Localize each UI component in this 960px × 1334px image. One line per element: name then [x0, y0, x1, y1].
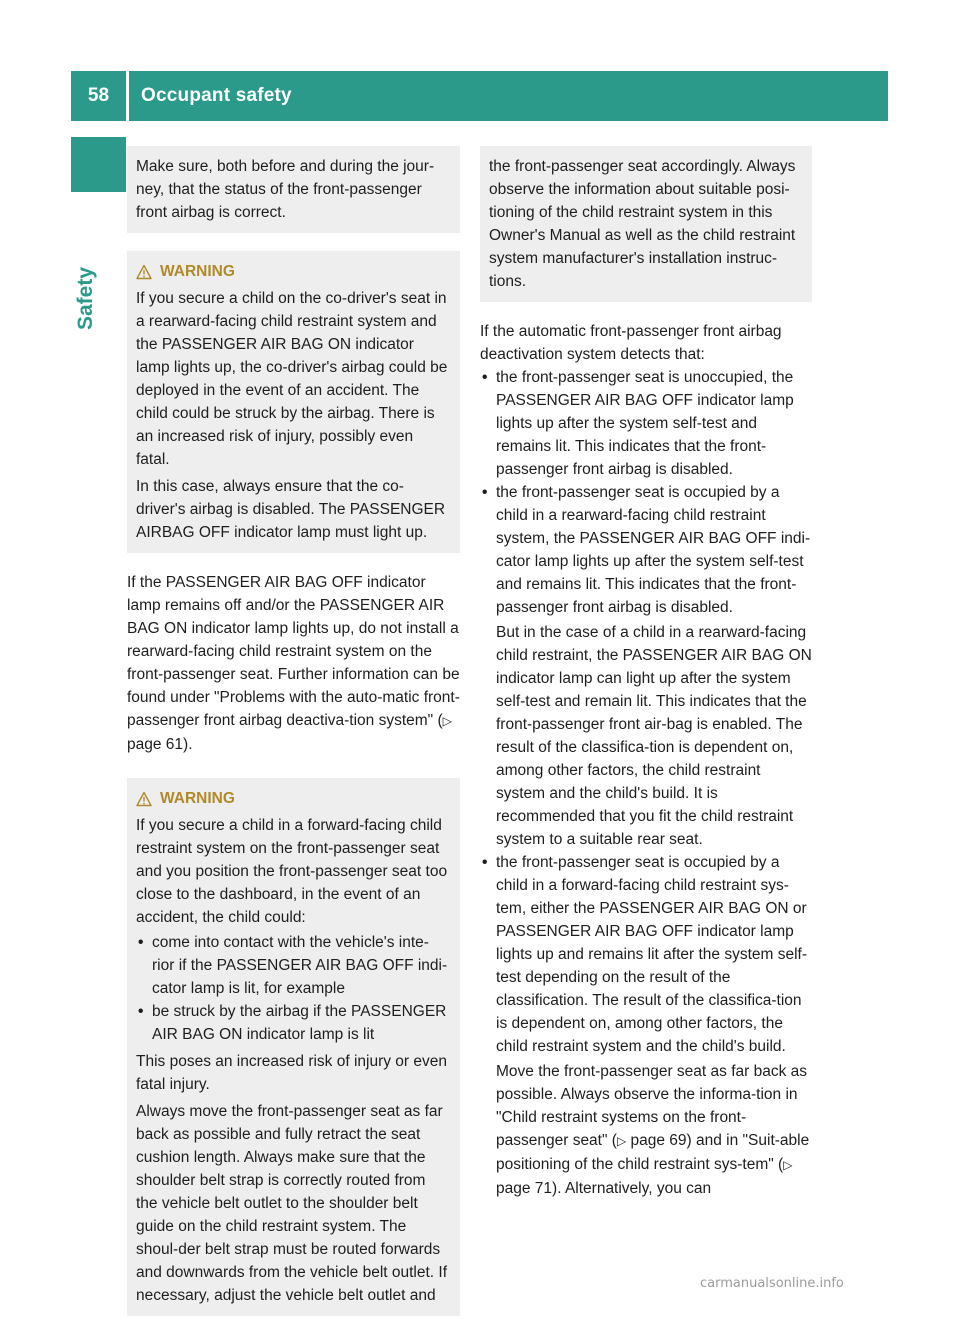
watermark: carmanualsonline.info	[700, 1276, 844, 1291]
warning-box-1	[127, 251, 460, 553]
page-ref-arrow-icon: ▷	[616, 1134, 627, 1148]
warning-triangle-icon	[136, 791, 152, 807]
list-item-text: • the front-passenger seat is occupied by a child in a forward-facing child restraint sys-tem, either the PASSENGER AIR BAG ON or PASSENGER AIR BAG OFF indicator lamp lights up and remains lit after the system self-test depending on the result of the classification. The result of the classifica-tion is dependent on, among other factors, the child restraint system and the child's build.	[496, 854, 807, 1055]
continued-box	[480, 146, 812, 302]
warning-text: If you secure a child in a forward-facing child restraint system on the front-passenger seat and you position the front-passenger seat too close to the dashboard, in the event of an accident, the child could:	[136, 817, 448, 926]
side-tab-block	[71, 137, 126, 192]
body-text: Move the front-passenger seat as far back as possible. Always observe the informa-tion in "Child restraint systems on the front-passenger seat" (	[496, 1063, 808, 1149]
header-divider	[126, 71, 129, 121]
page-ref-arrow-icon: ▷	[442, 714, 452, 728]
detection-bullet-list	[480, 366, 812, 1200]
list-item-text: But in the case of a child in a rearward-facing child restraint, the PASSENGER AIR BAG ON indicator lamp can light up after the system self-test and remain lit. This indicates that the front-passenger front air-bag is enabled. The result of the classifica-tion is dependent on, among other factors, the child restraint system and the child's build. It is recommended that you fit the child restraint system to a suitable rear seat.	[496, 624, 812, 848]
note-text: Make sure, both before and during the jour-ney, that the status of the front-passenger front airbag is correct.	[136, 158, 435, 221]
list-item	[480, 366, 812, 481]
warning-triangle-icon	[136, 264, 152, 280]
warning-heading	[136, 260, 451, 283]
list-item-text: • the front-passenger seat is unoccupied, the PASSENGER AIR BAG OFF indicator lamp lights up after the system self-test and remains lit. This indicates that the front-passenger front airbag is disabled.	[496, 369, 794, 478]
section-title: Occupant safety	[141, 85, 292, 106]
page-ref-link[interactable]: page 69) and in "Suit-able positioning of the child restraint sys-tem" (	[496, 1132, 810, 1173]
page-ref-link[interactable]: page 61).	[127, 736, 193, 753]
list-item-text	[496, 1060, 812, 1200]
list-item-text: • the front-passenger seat is occupied by a child in a rearward-facing child restraint system, the PASSENGER AIR BAG OFF indi-cator lamp lights up after the system self-test and remains lit. This indicates that the front-passenger front airbag is disabled.	[496, 484, 811, 616]
warning-text: Always move the front-passenger seat as far back as possible and fully retract the seat cushion length. Always make sure that the shoulder belt strap is correctly routed from the vehicle belt outlet to the shoulder belt guide on the child restraint system. The shoul-der belt strap must be routed forwards and downwards from the vehicle belt outlet. If necessary, adjust the vehicle belt outlet and	[136, 1103, 448, 1304]
continued-text: the front-passenger seat accordingly. Always observe the information about suitable posi-tioning of the child restraint system in this Owner's Manual as well as the child restraint system manufacturer's installation instruc-tions.	[489, 158, 796, 290]
side-tab-label: Safety	[74, 266, 97, 330]
warning-box-2	[127, 778, 460, 1316]
page-number: 58	[87, 85, 110, 106]
note-box	[127, 146, 460, 233]
warning-text: If you secure a child on the co-driver's seat in a rearward-facing child restraint system and the PASSENGER AIR BAG ON indicator lamp lights up, the co-driver's airbag could be deployed in the event of an accident. The child could be struck by the airbag. There is an increased risk of injury, possibly even fatal.	[136, 290, 448, 468]
list-item: • be struck by the airbag if the PASSENGER AIR BAG ON indicator lamp is lit	[136, 1000, 451, 1046]
left-column	[127, 146, 460, 1334]
list-item: • come into contact with the vehicle's inte-rior if the PASSENGER AIR BAG OFF indi-cator lamp is lit, for example	[136, 931, 451, 1000]
body-text: If the PASSENGER AIR BAG OFF indicator lamp remains off and/or the PASSENGER AIR BAG ON indicator lamp lights up, do not install a rearward-facing child restraint system on the front-passenger seat. Further information can be found under "Problems with the auto-matic front-passenger front airbag deactiva-tion system" (	[127, 574, 460, 729]
list-item	[480, 851, 812, 1200]
page-ref-link[interactable]: page 71). Alternatively, you can	[496, 1180, 712, 1197]
page-ref-arrow-icon: ▷	[783, 1158, 793, 1172]
list-item	[480, 481, 812, 851]
right-column	[480, 146, 812, 1200]
warning-heading	[136, 787, 451, 810]
warning-bullet-list	[136, 931, 451, 1046]
warning-text: This poses an increased risk of injury or even fatal injury.	[136, 1053, 448, 1093]
warning-title: WARNING	[160, 790, 235, 807]
body-paragraph	[127, 571, 460, 756]
warning-text: In this case, always ensure that the co-driver's airbag is disabled. The PASSENGER AIRBAG OFF indicator lamp must light up.	[136, 478, 446, 541]
body-paragraph: If the automatic front-passenger front airbag deactivation system detects that:	[480, 323, 782, 363]
warning-title: WARNING	[160, 263, 235, 280]
